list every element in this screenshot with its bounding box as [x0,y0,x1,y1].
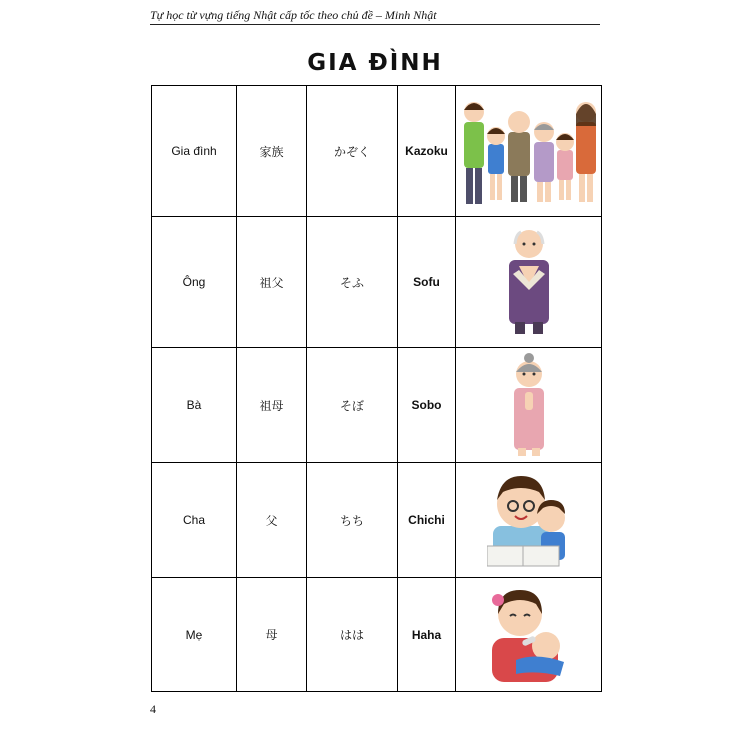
kanji-cell: 母 [237,578,307,692]
vietnamese-cell: Mẹ [152,578,237,692]
page-title: GIA ĐÌNH [307,50,443,76]
kana-cell: そぼ [307,348,398,463]
image-cell [456,217,602,348]
kanji-cell: 祖父 [237,217,307,348]
mother-image [486,584,572,686]
running-header [150,8,600,25]
page-number: 4 [150,702,156,716]
vietnamese-cell: Cha [152,463,237,578]
table-row [152,348,602,463]
vietnamese-cell: Bà [152,348,237,463]
image-cell [456,463,602,578]
kana-cell: はは [307,578,398,692]
vietnamese-cell: Gia đình [152,86,237,217]
grandfather-image [499,226,559,338]
table-row [152,578,602,692]
romaji-cell: Chichi [398,463,456,578]
family-group-image [460,92,598,210]
kanji-cell: 父 [237,463,307,578]
image-cell [456,348,602,463]
table-row [152,86,602,217]
kanji-cell: 家族 [237,86,307,217]
romaji-cell: Sobo [398,348,456,463]
image-cell [456,578,602,692]
romaji-cell: Sofu [398,217,456,348]
image-cell [456,86,602,217]
kana-cell: そふ [307,217,398,348]
kana-cell: かぞく [307,86,398,217]
vietnamese-cell: Ông [152,217,237,348]
father-image [487,470,571,570]
kanji-cell: 祖母 [237,348,307,463]
vocabulary-table [151,85,602,692]
kana-cell: ちち [307,463,398,578]
table-row [152,463,602,578]
header-text: Tự học từ vựng tiếng Nhật cấp tốc theo chủ đề – Minh Nhật [150,8,437,22]
grandmother-image [506,352,552,458]
romaji-cell: Haha [398,578,456,692]
romaji-cell: Kazoku [398,86,456,217]
table-row [152,217,602,348]
